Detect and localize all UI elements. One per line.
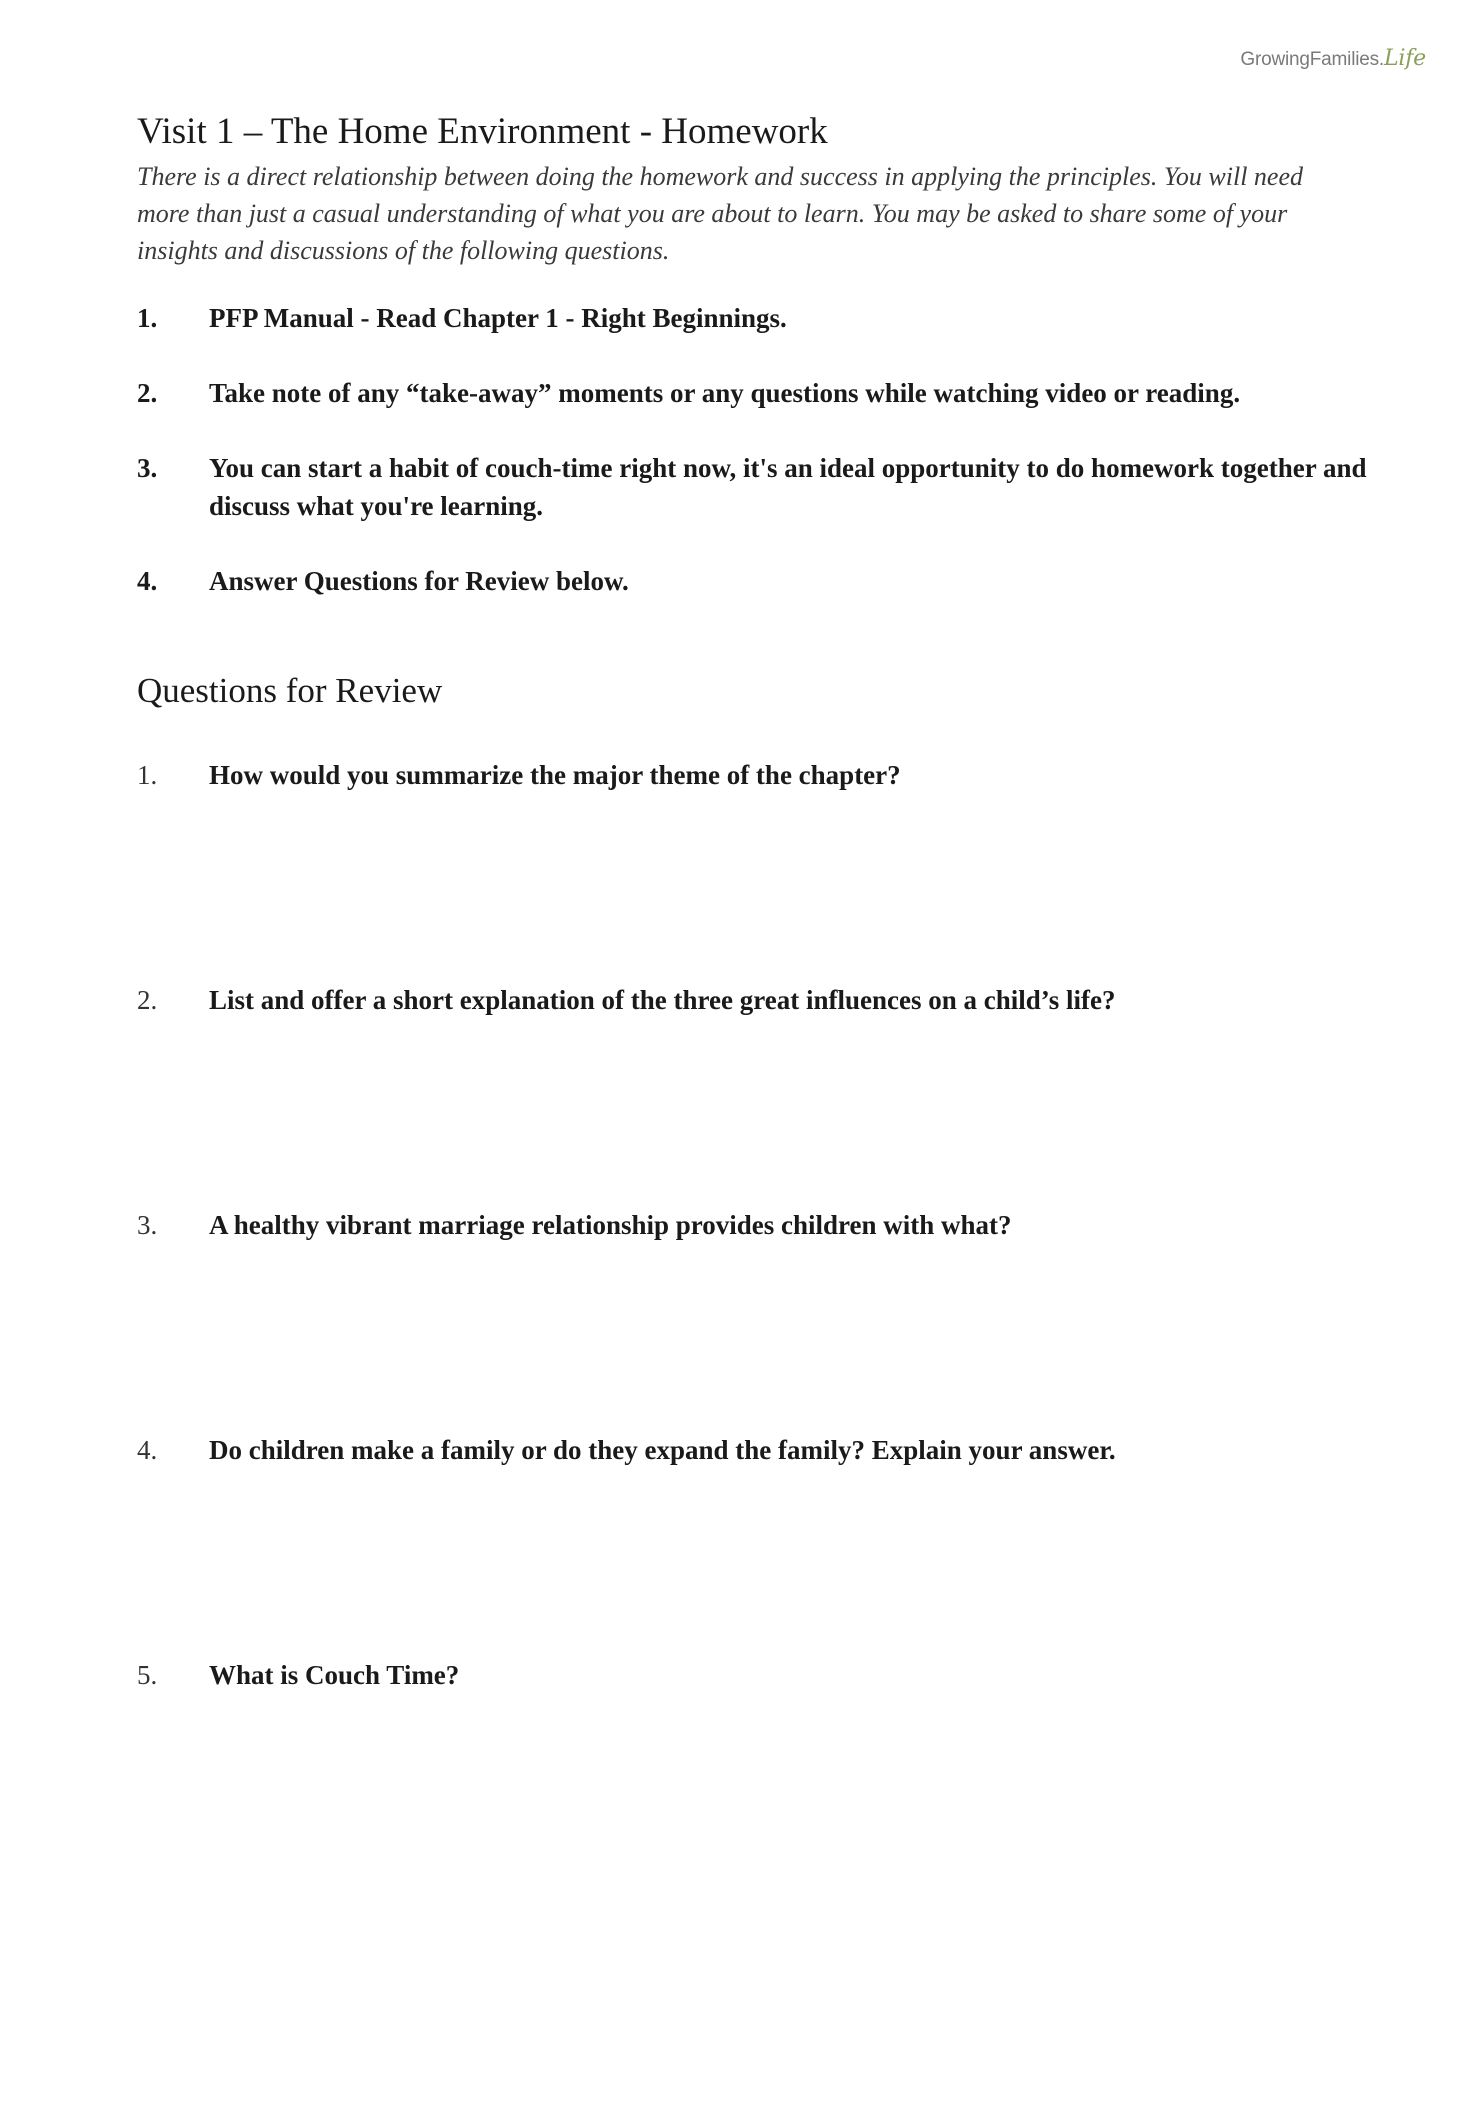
question-number: 4. [137,1435,158,1466]
review-question [137,1206,1367,1431]
logo-text: GrowingFamilies. [1240,49,1384,70]
homework-item [137,562,1367,600]
intro-paragraph: There is a direct relationship between doing the homework and success in applying the principles. You will need more than just a casual understanding of what you are about to learn. You may be asked to share some of your insights and discussions of the following questions. [137,162,1304,266]
question-number: 2. [137,985,158,1016]
review-question [137,981,1367,1206]
growing-families-logo [1240,46,1426,71]
question-text: How would you summarize the major theme of the chapter? [209,760,901,791]
homework-text: You can start a habit of couch-time right now, it's an ideal opportunity to do homework together and discuss what you're learning. [209,453,1367,522]
review-question [137,1656,1367,1881]
question-text: Do children make a family or do they expand the family? Explain your answer. [209,1435,1116,1466]
review-section-title: Questions for Review [137,671,443,711]
question-number: 5. [137,1660,158,1691]
homework-text: PFP Manual - Read Chapter 1 - Right Beginnings. [209,303,787,334]
review-question [137,1431,1367,1656]
homework-text: Answer Questions for Review below. [209,566,629,597]
review-question [137,756,1367,981]
logo-life-text: Life [1383,46,1426,71]
homework-number: 1. [137,303,158,334]
homework-item [137,299,1367,337]
question-number: 1. [137,760,158,791]
question-number: 3. [137,1210,158,1241]
page-title: Visit 1 – The Home Environment - Homework [137,111,828,152]
homework-number: 2. [137,378,158,409]
homework-item [137,449,1367,525]
homework-list [137,299,1367,600]
question-text: List and offer a short explanation of the three great influences on a child’s life? [209,985,1116,1016]
question-text: A healthy vibrant marriage relationship provides children with what? [209,1210,1012,1241]
homework-number: 3. [137,453,158,484]
homework-item [137,374,1367,412]
document-body [137,110,1367,1881]
question-text: What is Couch Time? [209,1660,460,1691]
homework-text: Take note of any “take-away” moments or any questions while watching video or reading. [209,378,1241,409]
homework-number: 4. [137,566,158,597]
review-question-list [137,756,1367,1881]
